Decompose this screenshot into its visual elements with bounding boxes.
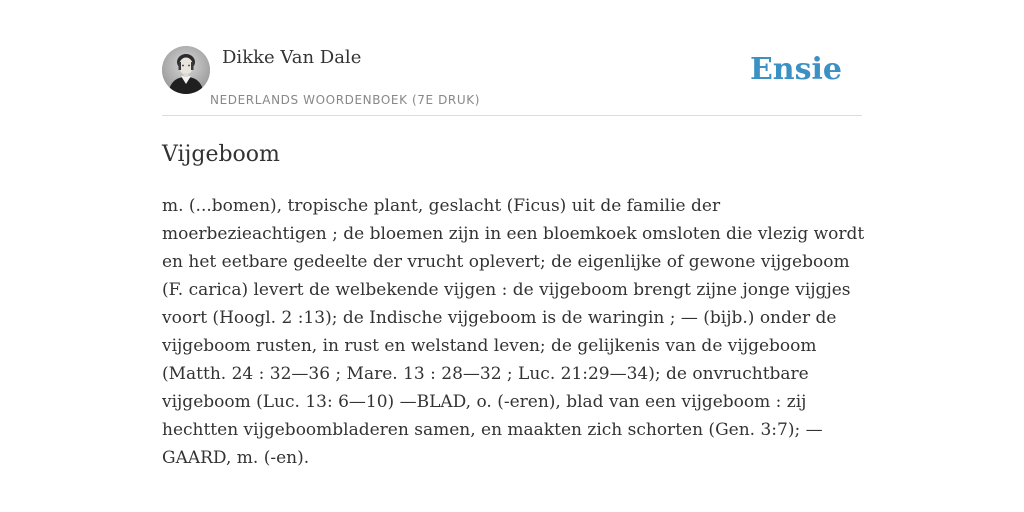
definition-line: GAARD, m. (-en). [162,448,310,468]
author-avatar[interactable] [162,46,210,94]
entry-card [162,0,865,512]
dictionary-name[interactable]: NEDERLANDS WOORDENBOEK (7E DRUK) [210,93,480,107]
author-name[interactable]: Dikke Van Dale [222,47,362,68]
definition-line: moerbezieachtigen ; de bloemen zijn in een bloemkoek omsloten die vlezig wordt [162,224,865,244]
definition-line: en het eetbare gedeelte der vrucht oplevert; de eigenlijke of gewone vijgeboom [162,252,850,272]
entry-title: Vijgeboom [162,142,280,167]
header-divider [162,115,862,116]
definition-line: vijgeboom (Luc. 13: 6—10) —BLAD, o. (-eren), blad van een vijgeboom : zij [162,392,807,412]
entry-definition [162,192,865,472]
definition-line: (F. carica) levert de welbekende vijgen : de vijgeboom brengt zijne jonge vijgjes [162,280,851,300]
ensie-logo[interactable]: Ensie [749,52,842,87]
definition-line: hechtten vijgeboombladeren samen, en maakten zich schorten (Gen. 3:7); — [162,420,823,440]
definition-line: m. (...bomen), tropische plant, geslacht (Ficus) uit de familie der [162,196,721,216]
portrait-photo-icon [162,46,210,94]
definition-line: vijgeboom rusten, in rust en welstand leven; de gelijkenis van de vijgeboom [162,336,817,356]
definition-line: voort (Hoogl. 2 :13); de Indische vijgeboom is de waringin ; — (bijb.) onder de [162,308,837,328]
definition-line: (Matth. 24 : 32—36 ; Mare. 13 : 28—32 ; Luc. 21:29—34); de onvruchtbare [162,364,809,384]
